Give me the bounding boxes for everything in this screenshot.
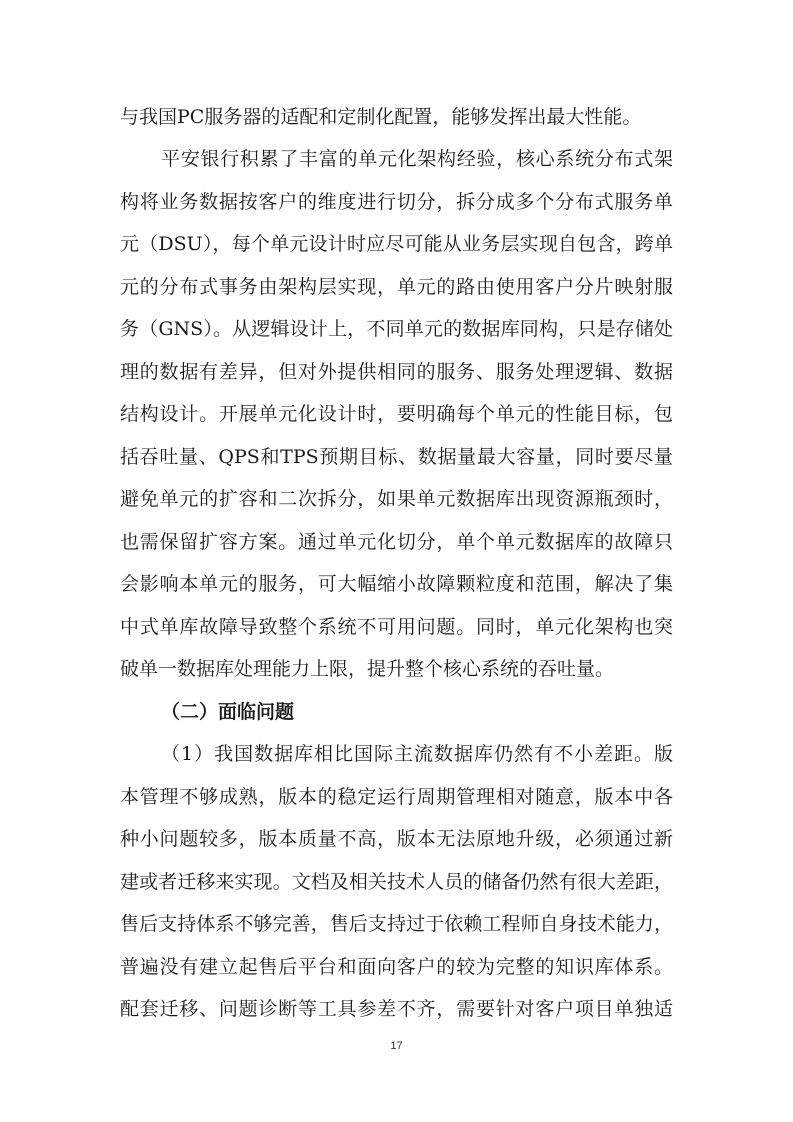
paragraph-line: 种小问题较多，版本质量不高，版本无法原地升级，必须通过新 <box>120 828 673 850</box>
paragraph-line: 元的分布式事务由架构层实现，单元的路由使用客户分片映射服 <box>120 276 673 298</box>
paragraph-line: 中式单库故障导致整个系统不可用问题。同时，单元化架构也突 <box>120 616 673 638</box>
paragraph-line: 与我国PC服务器的适配和定制化配置，能够发挥出最大性能。 <box>120 106 642 128</box>
paragraph-line: 会影响本单元的服务，可大幅缩小故障颗粒度和范围，解决了集 <box>120 573 673 595</box>
paragraph-line: 建或者迁移来实现。文档及相关技术人员的储备仍然有很大差距， <box>120 871 673 893</box>
paragraph-line: 结构设计。开展单元化设计时，要明确每个单元的性能目标，包 <box>120 403 673 425</box>
paragraph-line: 括吞吐量、QPS和TPS预期目标、数据量最大容量，同时要尽量 <box>120 446 673 468</box>
paragraph-line: 务（GNS）。从逻辑设计上，不同单元的数据库同构，只是存储处 <box>120 318 673 340</box>
paragraph-line: （1）我国数据库相比国际主流数据库仍然有不小差距。版 <box>161 743 673 765</box>
paragraph-line: 元（DSU），每个单元设计时应尽可能从业务层实现自包含，跨单 <box>120 233 673 255</box>
paragraph-line: 构将业务数据按客户的维度进行切分，拆分成多个分布式服务单 <box>120 191 673 213</box>
paragraph-line: 平安银行积累了丰富的单元化架构经验，核心系统分布式架 <box>161 148 673 170</box>
paragraph-line: 避免单元的扩容和二次拆分，如果单元数据库出现资源瓶颈时， <box>120 488 673 510</box>
paragraph-line: 也需保留扩容方案。通过单元化切分，单个单元数据库的故障只 <box>120 531 673 553</box>
paragraph-line: 理的数据有差异，但对外提供相同的服务、服务处理逻辑、数据 <box>120 361 673 383</box>
paragraph-line: 破单一数据库处理能力上限，提升整个核心系统的吞吐量。 <box>120 658 615 680</box>
paragraph-line: 普遍没有建立起售后平台和面向客户的较为完整的知识库体系。 <box>120 956 673 978</box>
page-number: 17 <box>390 1040 403 1052</box>
paragraph-line: 售后支持体系不够完善，售后支持过于依赖工程师自身技术能力， <box>120 913 673 935</box>
paragraph-line: 配套迁移、问题诊断等工具参差不齐，需要针对客户项目单独适 <box>120 998 673 1020</box>
section-heading: （二）面临问题 <box>161 701 295 723</box>
paragraph-line: 本管理不够成熟，版本的稳定运行周期管理相对随意，版本中各 <box>120 786 673 808</box>
